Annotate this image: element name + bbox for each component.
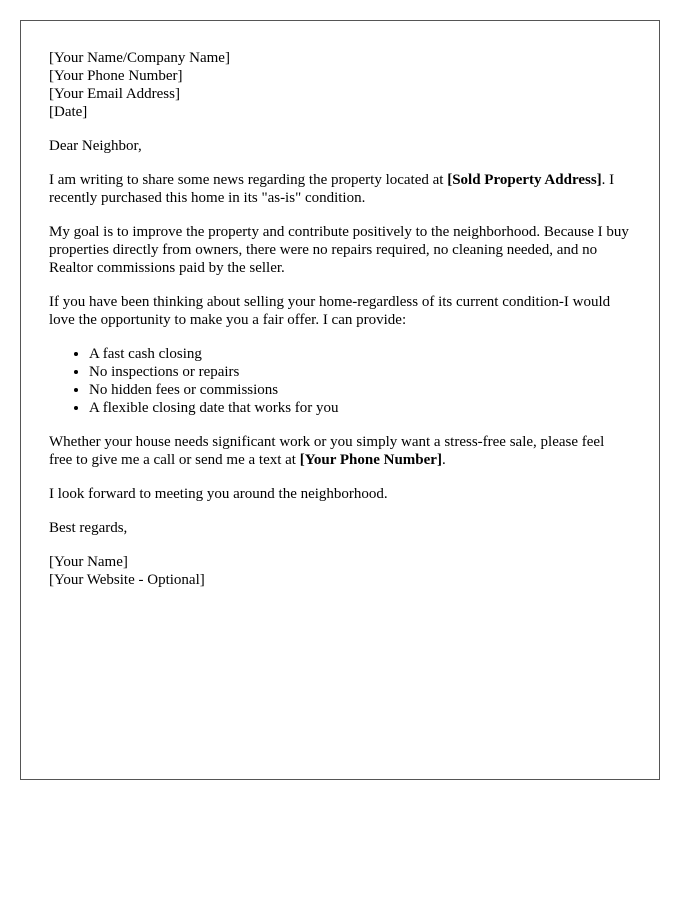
- purchase-text-before: I am writing to share some news regarding the property located at: [49, 172, 448, 188]
- paragraph-purchase-news: [49, 171, 631, 207]
- list-item: • A flexible closing date that works for you: [89, 399, 631, 417]
- sender-phone: [Your Phone Number]: [49, 68, 183, 84]
- list-item: • No inspections or repairs: [89, 363, 631, 381]
- benefits-list: [49, 345, 631, 417]
- signature-block: [49, 553, 631, 589]
- paragraph-look-forward: I look forward to meeting you around the neighborhood.: [49, 486, 388, 502]
- paragraph-goal: My goal is to improve the property and contribute positively to the neighborhood. Because I buy properties directly from owners, there were no repairs required, no cleaning needed, and no Realtor commissions paid by the seller.: [49, 224, 629, 276]
- sold-property-address: [Sold Property Address]: [447, 172, 602, 188]
- signature-name: [Your Name]: [49, 554, 128, 570]
- contact-phone-number: [Your Phone Number]: [299, 452, 442, 468]
- paragraph-contact: [49, 433, 631, 469]
- list-item: • No hidden fees or commissions: [89, 381, 631, 399]
- purchase-text-after: . I recently purchased this home in its "as-is" condition.: [49, 172, 615, 206]
- sender-email: [Your Email Address]: [49, 86, 180, 102]
- salutation: Dear Neighbor,: [49, 138, 142, 154]
- list-item: • A fast cash closing: [89, 345, 631, 363]
- signature-website: [Your Website - Optional]: [49, 572, 205, 588]
- sender-header: [49, 49, 631, 121]
- contact-text-before: Whether your house needs significant work or you simply want a stress-free sale, please feel free to give me a call or send me a text at: [49, 434, 605, 468]
- letter-date: [Date]: [49, 104, 88, 120]
- contact-text-after: .: [441, 452, 446, 468]
- paragraph-offer: If you have been thinking about selling your home-regardless of its current condition-I would love the opportunity to make you a fair offer. I can provide:: [49, 294, 611, 328]
- sender-name-company: [Your Name/Company Name]: [49, 50, 230, 66]
- letter-page: [20, 20, 660, 780]
- closing: Best regards,: [49, 520, 128, 536]
